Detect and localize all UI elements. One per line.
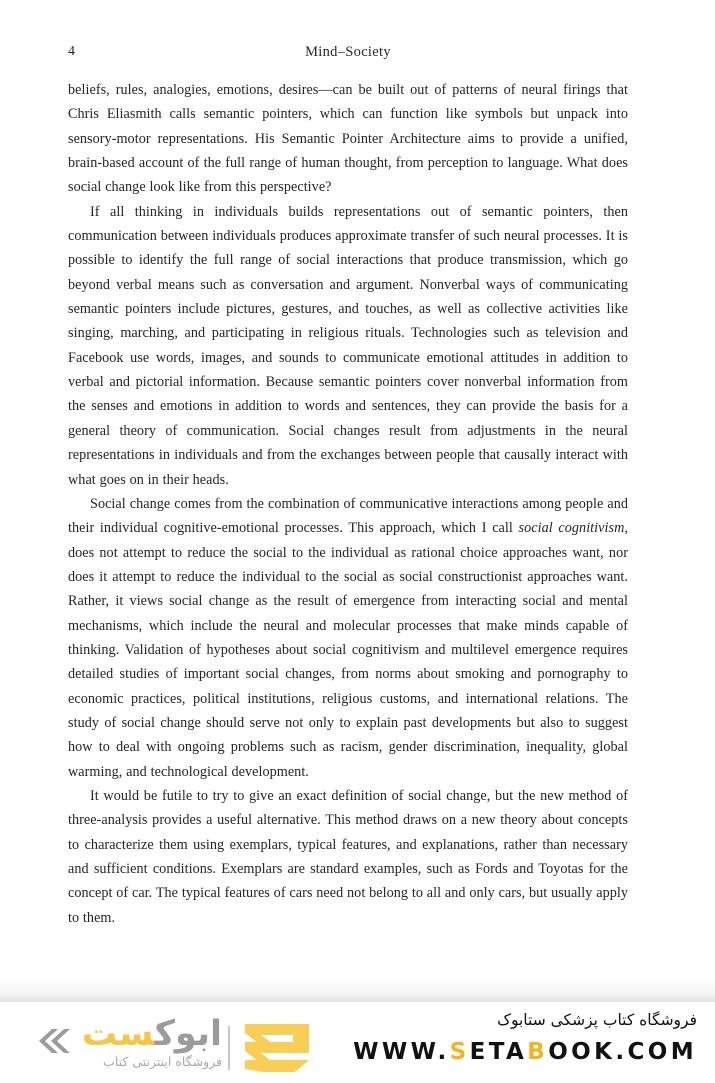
logo-divider	[228, 1026, 230, 1070]
brand-block[interactable]	[337, 1008, 697, 1074]
paragraph	[68, 78, 628, 200]
page-number: 4	[68, 44, 76, 59]
scan-bottom-fade	[0, 976, 715, 1002]
url-letter-s: S	[449, 1039, 470, 1065]
logo-wordmark-gold: ست	[81, 1014, 155, 1054]
paragraph	[68, 784, 628, 930]
running-head	[68, 44, 628, 66]
paragraph	[68, 200, 628, 492]
url-part-2: ETA	[469, 1039, 528, 1065]
running-head-title: Mind–Society	[305, 44, 391, 60]
text-run: beliefs, rules, analogies, emotions, desires—can be built out of patterns of neural firings that Chris Eliasmith calls semantic pointers, which can function like symbols but unpack into sensory-motor representations. His Semantic Pointer Architecture aims to provide a unified, brain-based account of the full range of human thought, from perception to language. What does social change look like from this perspective?	[68, 82, 628, 196]
text-run: Social change comes from the combination of communicative interactions among people and their individual cognitive-emotional processes. This approach, which I call	[68, 495, 628, 537]
url-part-1: WWW.	[353, 1039, 450, 1065]
logo-tagline: فروشگاه اینترنتی کتاب	[103, 1054, 222, 1069]
brand-persian-line: فروشگاه کتاب پزشکی ستابوک	[497, 1011, 697, 1029]
emphasized-term: social cognitivism	[518, 520, 625, 537]
text-run: , does not attempt to reduce the social to the individual as rational choice approaches want, nor does it attempt to reduce the individual to the social as social constructionist approaches want. Rather, it views social change as the result of emergence from interacting social and mental mechanisms, which include the neural and molecular processes that make minds capable of thinking. Validation of hypotheses about social cognitivism and multilevel emergence requires detailed studies of important social changes, from norms about smoking and pornography to economic practices, political institutions, religious customs, and international relations. The study of social change should serve not only to explain past developments but also to suggest how to deal with ongoing problems such as racism, gender discrimination, inequality, global warming, and technological development.	[68, 520, 628, 780]
watermark-footer	[0, 1002, 715, 1080]
text-run: If all thinking in individuals builds representations out of semantic pointers, then communication between individuals produces approximate transfer of such neural processes. It is possible to identify the full range of social interactions that produce transmission, which go beyond verbal means such as conversation and argument. Nonverbal ways of communicating semantic pointers include pictures, gestures, and touches, as well as collective activities like singing, marching, and participating in religious rituals. Technologies such as television and Facebook use words, images, and sounds to communicate emotional attitudes in addition to verbal and pictorial information. Because semantic pointers cover nonverbal information from the senses and emotions in addition to words and sentences, they can provide the basis for a general theory of communication. Social changes result from adjustments in the neural representations in individuals and from the exchanges between people that causally interact with what goes on in their heads.	[68, 203, 628, 488]
paragraph	[68, 492, 628, 784]
brand-website-url[interactable]	[337, 1036, 697, 1068]
url-letter-b: B	[527, 1039, 549, 1065]
stacked-chevron-emblem-icon	[243, 1022, 313, 1083]
body-text-block	[68, 78, 628, 930]
setabook-logo[interactable]	[28, 1010, 328, 1076]
logo-wordmark-gray: ابوک	[154, 1014, 222, 1054]
url-part-3: OOK.COM	[548, 1039, 697, 1065]
text-run: It would be futile to try to give an exact definition of social change, but the new method of three-analysis provides a useful alternative. This method draws on a new theory about concepts to characterize them using exemplars, typical features, and explanations, rather than necessary and sufficient conditions. Exemplars are standard examples, such as Fords and Toyotas for the concept of car. The typical features of cars need not belong to all and only cars, but usually apply to them.	[68, 787, 628, 926]
logo-wordmark	[72, 1012, 222, 1056]
